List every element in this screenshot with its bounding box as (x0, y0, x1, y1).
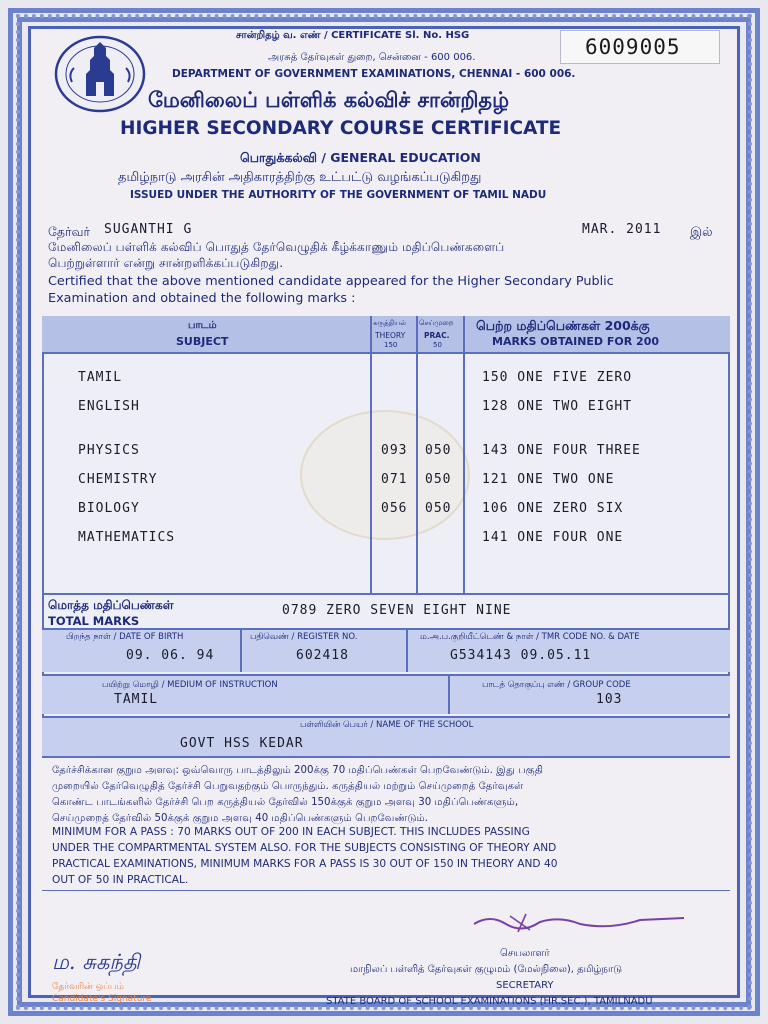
date-of-birth: 09. 06. 94 (126, 648, 215, 663)
subject-name: BIOLOGY (78, 501, 140, 516)
board-name: STATE BOARD OF SCHOOL EXAMINATIONS (HR.SEC.), TAMILNADU (326, 996, 653, 1007)
board-tamil: மாநிலப் பள்ளித் தேர்வுகள் குழுமம் (மேல்நிலை), தமிழ்நாடு (350, 964, 623, 975)
title-english: HIGHER SECONDARY COURSE CERTIFICATE (120, 118, 562, 139)
table-divider (416, 316, 418, 594)
marks-header-tamil: பெற்ற மதிப்பெண்கள் 200க்கு (476, 318, 650, 333)
subject-name: MATHEMATICS (78, 530, 176, 545)
register-no-label: பதிவெண் / REGISTER NO. (250, 632, 358, 642)
table-divider (42, 593, 730, 595)
table-divider (42, 674, 730, 676)
secretary-title: SECRETARY (496, 980, 554, 991)
total-marks: 0789 ZERO SEVEN EIGHT NINE (282, 603, 512, 618)
subject-prac: 050 (425, 443, 452, 458)
subject-marks: 141 ONE FOUR ONE (482, 530, 624, 545)
school-label: பள்ளியின் பெயர் / NAME OF THE SCHOOL (300, 720, 474, 730)
subject-header: SUBJECT (176, 335, 229, 348)
prac-header-tamil: செய்முறை (419, 319, 454, 327)
candidate-label-tamil: தேர்வர் (48, 224, 91, 239)
subject-marks: 106 ONE ZERO SIX (482, 501, 624, 516)
medium-of-instruction: TAMIL (114, 692, 159, 707)
candidate-name: SUGANTHI G (104, 222, 193, 237)
candidate-statement-tamil-2: பெற்றுள்ளார் என்று சான்றளிக்கப்படுகிறது. (48, 256, 284, 270)
authority-english: ISSUED UNDER THE AUTHORITY OF THE GOVERNMENT OF TAMIL NADU (130, 189, 547, 201)
table-divider (370, 316, 372, 594)
subject-theory: 071 (381, 472, 408, 487)
rules-english-3: PRACTICAL EXAMINATIONS, MINIMUM MARKS FOR A PASS IS 30 OUT OF 150 IN THEORY AND 40 (52, 858, 558, 870)
total-label: TOTAL MARKS (48, 614, 140, 628)
theory-header-tamil: கருத்தியல் (373, 319, 407, 327)
candidate-signature: ம. சுகந்தி (52, 950, 141, 974)
title-tamil: மேனிலைப் பள்ளிக் கல்விச் சான்றிதழ் (148, 88, 510, 112)
candidate-statement-tamil-1: மேனிலைப் பள்ளிக் கல்விப் பொதுத் தேர்வெழுதிக் கீழ்க்காணும் மதிப்பெண்களைப் (48, 240, 505, 254)
table-divider (448, 674, 450, 714)
tmr-code: G534143 09.05.11 (450, 648, 592, 663)
prac-max: 50 (433, 341, 442, 349)
department-english: DEPARTMENT OF GOVERNMENT EXAMINATIONS, CHENNAI - 600 006. (172, 68, 576, 80)
school-name: GOVT HSS KEDAR (180, 736, 304, 751)
subject-header-tamil: பாடம் (188, 320, 217, 331)
subject-name: PHYSICS (78, 443, 140, 458)
tmr-code-label: ம.அ.ப.குறியீட்டெண் & நாள் / TMR CODE NO. & DATE (420, 632, 640, 642)
subject-prac: 050 (425, 472, 452, 487)
subject-prac: 050 (425, 501, 452, 516)
table-divider (463, 316, 465, 594)
tamilnadu-emblem-icon (52, 34, 148, 114)
subject-name: ENGLISH (78, 399, 140, 414)
prac-header: PRAC. (424, 331, 450, 340)
department-tamil: அரசுத் தேர்வுகள் துறை, சென்னை - 600 006. (268, 52, 476, 63)
rules-tamil-2: முறையில் தேர்வெழுதித் தேர்ச்சி பெறுவதற்கும் பொருந்தும். கருத்தியல் மற்றும் செய்முறைத் தேர்வுகள் (52, 781, 524, 792)
subject-marks: 121 ONE TWO ONE (482, 472, 615, 487)
certified-statement-2: Examination and obtained the following marks : (48, 291, 356, 306)
theory-header: THEORY (375, 331, 406, 340)
rules-english-4: OUT OF 50 IN PRACTICAL. (52, 874, 189, 886)
exam-date: MAR. 2011 (582, 222, 662, 237)
table-divider (240, 628, 242, 672)
certificate-number: 6009005 (585, 35, 681, 59)
table-divider (406, 628, 408, 672)
rules-english-2: UNDER THE COMPARTMENTAL SYSTEM ALSO. FOR THE SUBJECTS CONSISTING OF THEORY AND (52, 842, 557, 854)
subject-name: TAMIL (78, 370, 123, 385)
subject-marks: 128 ONE TWO EIGHT (482, 399, 633, 414)
rules-english-1: MINIMUM FOR A PASS : 70 MARKS OUT OF 200 IN EACH SUBJECT. THIS INCLUDES PASSING (52, 826, 530, 838)
medium-label: பயிற்று மொழி / MEDIUM OF INSTRUCTION (102, 680, 278, 690)
rules-divider (42, 890, 730, 891)
candidate-signature-label-tamil: தேர்வரின் ஒப்பம் (52, 982, 124, 992)
secretary-tamil: செயலாளர் (500, 948, 550, 959)
education-type: பொதுக்கல்வி / GENERAL EDUCATION (240, 150, 481, 165)
candidate-in-tamil: இல் (690, 224, 713, 239)
subject-marks: 150 ONE FIVE ZERO (482, 370, 633, 385)
group-code-label: பாடத் தொகுப்பு எண் / GROUP CODE (482, 680, 631, 690)
register-no: 602418 (296, 648, 349, 663)
authority-tamil: தமிழ்நாடு அரசின் அதிகாரத்திற்கு உட்பட்டு வழங்கப்படுகிறது (118, 170, 482, 185)
rules-tamil-4: செய்முறைத் தேர்வில் 50க்குக் குறும அளவு 40 மதிப்பெண்களும் பெறவேண்டும். (52, 813, 429, 824)
dob-label: பிறந்த நாள் / DATE OF BIRTH (66, 632, 184, 642)
total-label-tamil: மொத்த மதிப்பெண்கள் (48, 598, 174, 612)
secretary-signature-icon (470, 906, 690, 936)
certificate-number-label: சான்றிதழ் வ. எண் / CERTIFICATE Sl. No. HSG (236, 30, 470, 41)
theory-max: 150 (384, 341, 398, 349)
rules-tamil-1: தேர்ச்சிக்கான குறும அளவு: ஒவ்வொரு பாடத்திலும் 200க்கு 70 மதிப்பெண்கள் பெறவேண்டும். இது பகுதி (52, 765, 544, 776)
group-code: 103 (596, 692, 623, 707)
subject-theory: 093 (381, 443, 408, 458)
subject-marks: 143 ONE FOUR THREE (482, 443, 641, 458)
table-divider (42, 716, 730, 718)
subject-name: CHEMISTRY (78, 472, 158, 487)
subject-theory: 056 (381, 501, 408, 516)
table-divider (42, 628, 730, 630)
rules-tamil-3: கொண்ட பாடங்களில் தேர்ச்சி பெற கருத்தியல் தேர்வில் 150க்குக் குறும அளவு 30 மதிப்பெண்களும், (52, 797, 519, 808)
marks-header: MARKS OBTAINED FOR 200 (492, 335, 660, 348)
candidate-signature-label: Candidate's Signature (52, 994, 152, 1004)
certified-statement-1: Certified that the above mentioned candidate appeared for the Higher Secondary Public (48, 274, 614, 289)
